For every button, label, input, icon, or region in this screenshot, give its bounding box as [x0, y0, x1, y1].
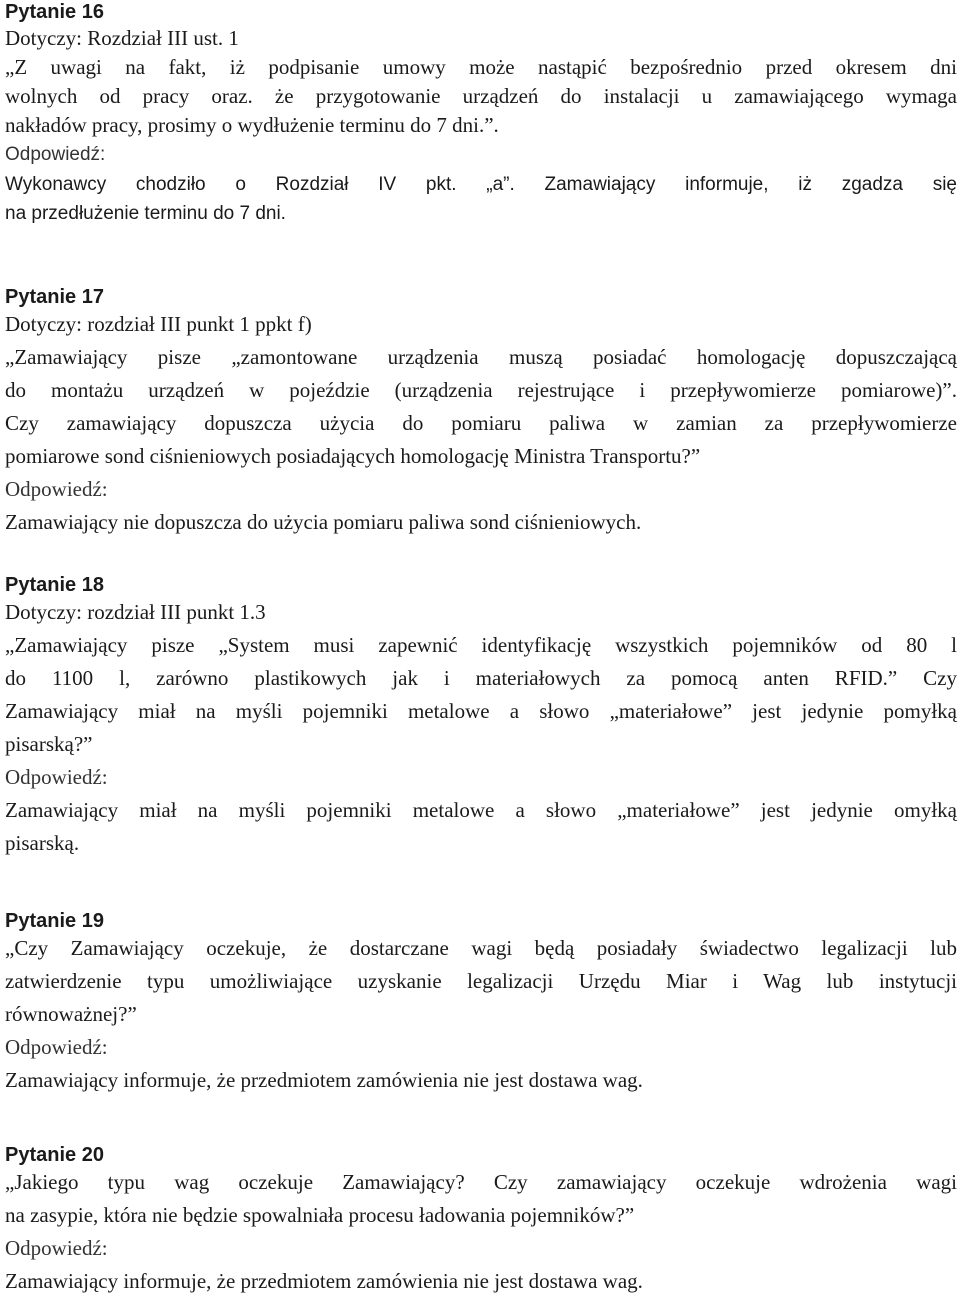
answer-text-line: Zamawiający miał na myśli pojemniki metalowe a słowo „materiałowe” jest jedynie omyłką	[5, 798, 957, 822]
question-text-line: pomiarowe sond ciśnieniowych posiadających homologację Ministra Transportu?”	[5, 444, 701, 468]
question-subject: Dotyczy: rozdział III punkt 1.3	[5, 600, 266, 624]
question-title: Pytanie 16	[5, 1, 104, 23]
question-title: Pytanie 17	[5, 286, 104, 308]
question-title: Pytanie 18	[5, 574, 104, 596]
answer-text-line: Zamawiający nie dopuszcza do użycia pomiaru paliwa sond ciśnieniowych.	[5, 510, 642, 534]
question-text-line: „Z uwagi na fakt, iż podpisanie umowy może nastąpić bezpośrednio przed okresem dni	[5, 55, 957, 79]
question-text-line: Czy zamawiający dopuszcza użycia do pomiaru paliwa w zamian za przepływomierze	[5, 411, 957, 435]
answer-label: Odpowiedź:	[5, 1035, 108, 1059]
question-19	[5, 910, 957, 1097]
question-text-line: na zasypie, która nie będzie spowalniała procesu ładowania pojemników?”	[5, 1203, 635, 1227]
answer-text-line: Zamawiający informuje, że przedmiotem zamówienia nie jest dostawa wag.	[5, 1269, 643, 1293]
answer-text-line: Wykonawcy chodziło o Rozdział IV pkt. „a”. Zamawiający informuje, iż zgadza się	[5, 174, 957, 195]
question-text-line: do montażu urządzeń w pojeździe (urządzenia rejestrujące i przepływomierze pomiarowe)”.	[5, 378, 957, 402]
question-subject: Dotyczy: Rozdział III ust. 1	[5, 26, 239, 50]
question-title: Pytanie 20	[5, 1144, 104, 1166]
question-text-line: „Zamawiający pisze „zamontowane urządzenia muszą posiadać homologację dopuszczającą	[5, 345, 957, 369]
question-20	[5, 1144, 957, 1298]
question-text-line: „Jakiego typu wag oczekuje Zamawiający? Czy zamawiający oczekuje wdrożenia wagi	[5, 1170, 957, 1194]
answer-text-line: pisarską.	[5, 831, 80, 855]
answer-text-line: Zamawiający informuje, że przedmiotem zamówienia nie jest dostawa wag.	[5, 1068, 643, 1092]
question-text-line: Zamawiający miał na myśli pojemniki metalowe a słowo „materiałowe” jest jedynie pomyłką	[5, 699, 957, 723]
answer-label: Odpowiedź:	[5, 765, 108, 789]
question-text-line: nakładów pracy, prosimy o wydłużenie terminu do 7 dni.”.	[5, 113, 499, 137]
question-16	[5, 0, 957, 228]
answer-label: Odpowiedź:	[5, 477, 108, 501]
question-text-line: pisarską?”	[5, 732, 93, 756]
question-text-line: wolnych od pracy oraz. że przygotowanie urządzeń do instalacji u zamawiającego wymaga	[5, 84, 957, 108]
question-text-line: do 1100 l, zarówno plastikowych jak i materiałowych za pomocą anten RFID.” Czy	[5, 666, 957, 690]
answer-text-line: na przedłużenie terminu do 7 dni.	[5, 203, 286, 224]
answer-label: Odpowiedź:	[5, 1236, 108, 1260]
answer-label: Odpowiedź:	[5, 144, 106, 165]
question-text-line: zatwierdzenie typu umożliwiające uzyskanie legalizacji Urzędu Miar i Wag lub instytucji	[5, 969, 957, 993]
question-18	[5, 574, 957, 860]
question-17	[5, 286, 957, 539]
question-text-line: „Czy Zamawiający oczekuje, że dostarczane wagi będą posiadały świadectwo legalizacji lub	[5, 936, 957, 960]
question-text-line: „Zamawiający pisze „System musi zapewnić identyfikację wszystkich pojemników od 80 l	[5, 633, 957, 657]
question-subject: Dotyczy: rozdział III punkt 1 ppkt f)	[5, 312, 312, 336]
question-title: Pytanie 19	[5, 910, 104, 932]
question-text-line: równoważnej?”	[5, 1002, 137, 1026]
